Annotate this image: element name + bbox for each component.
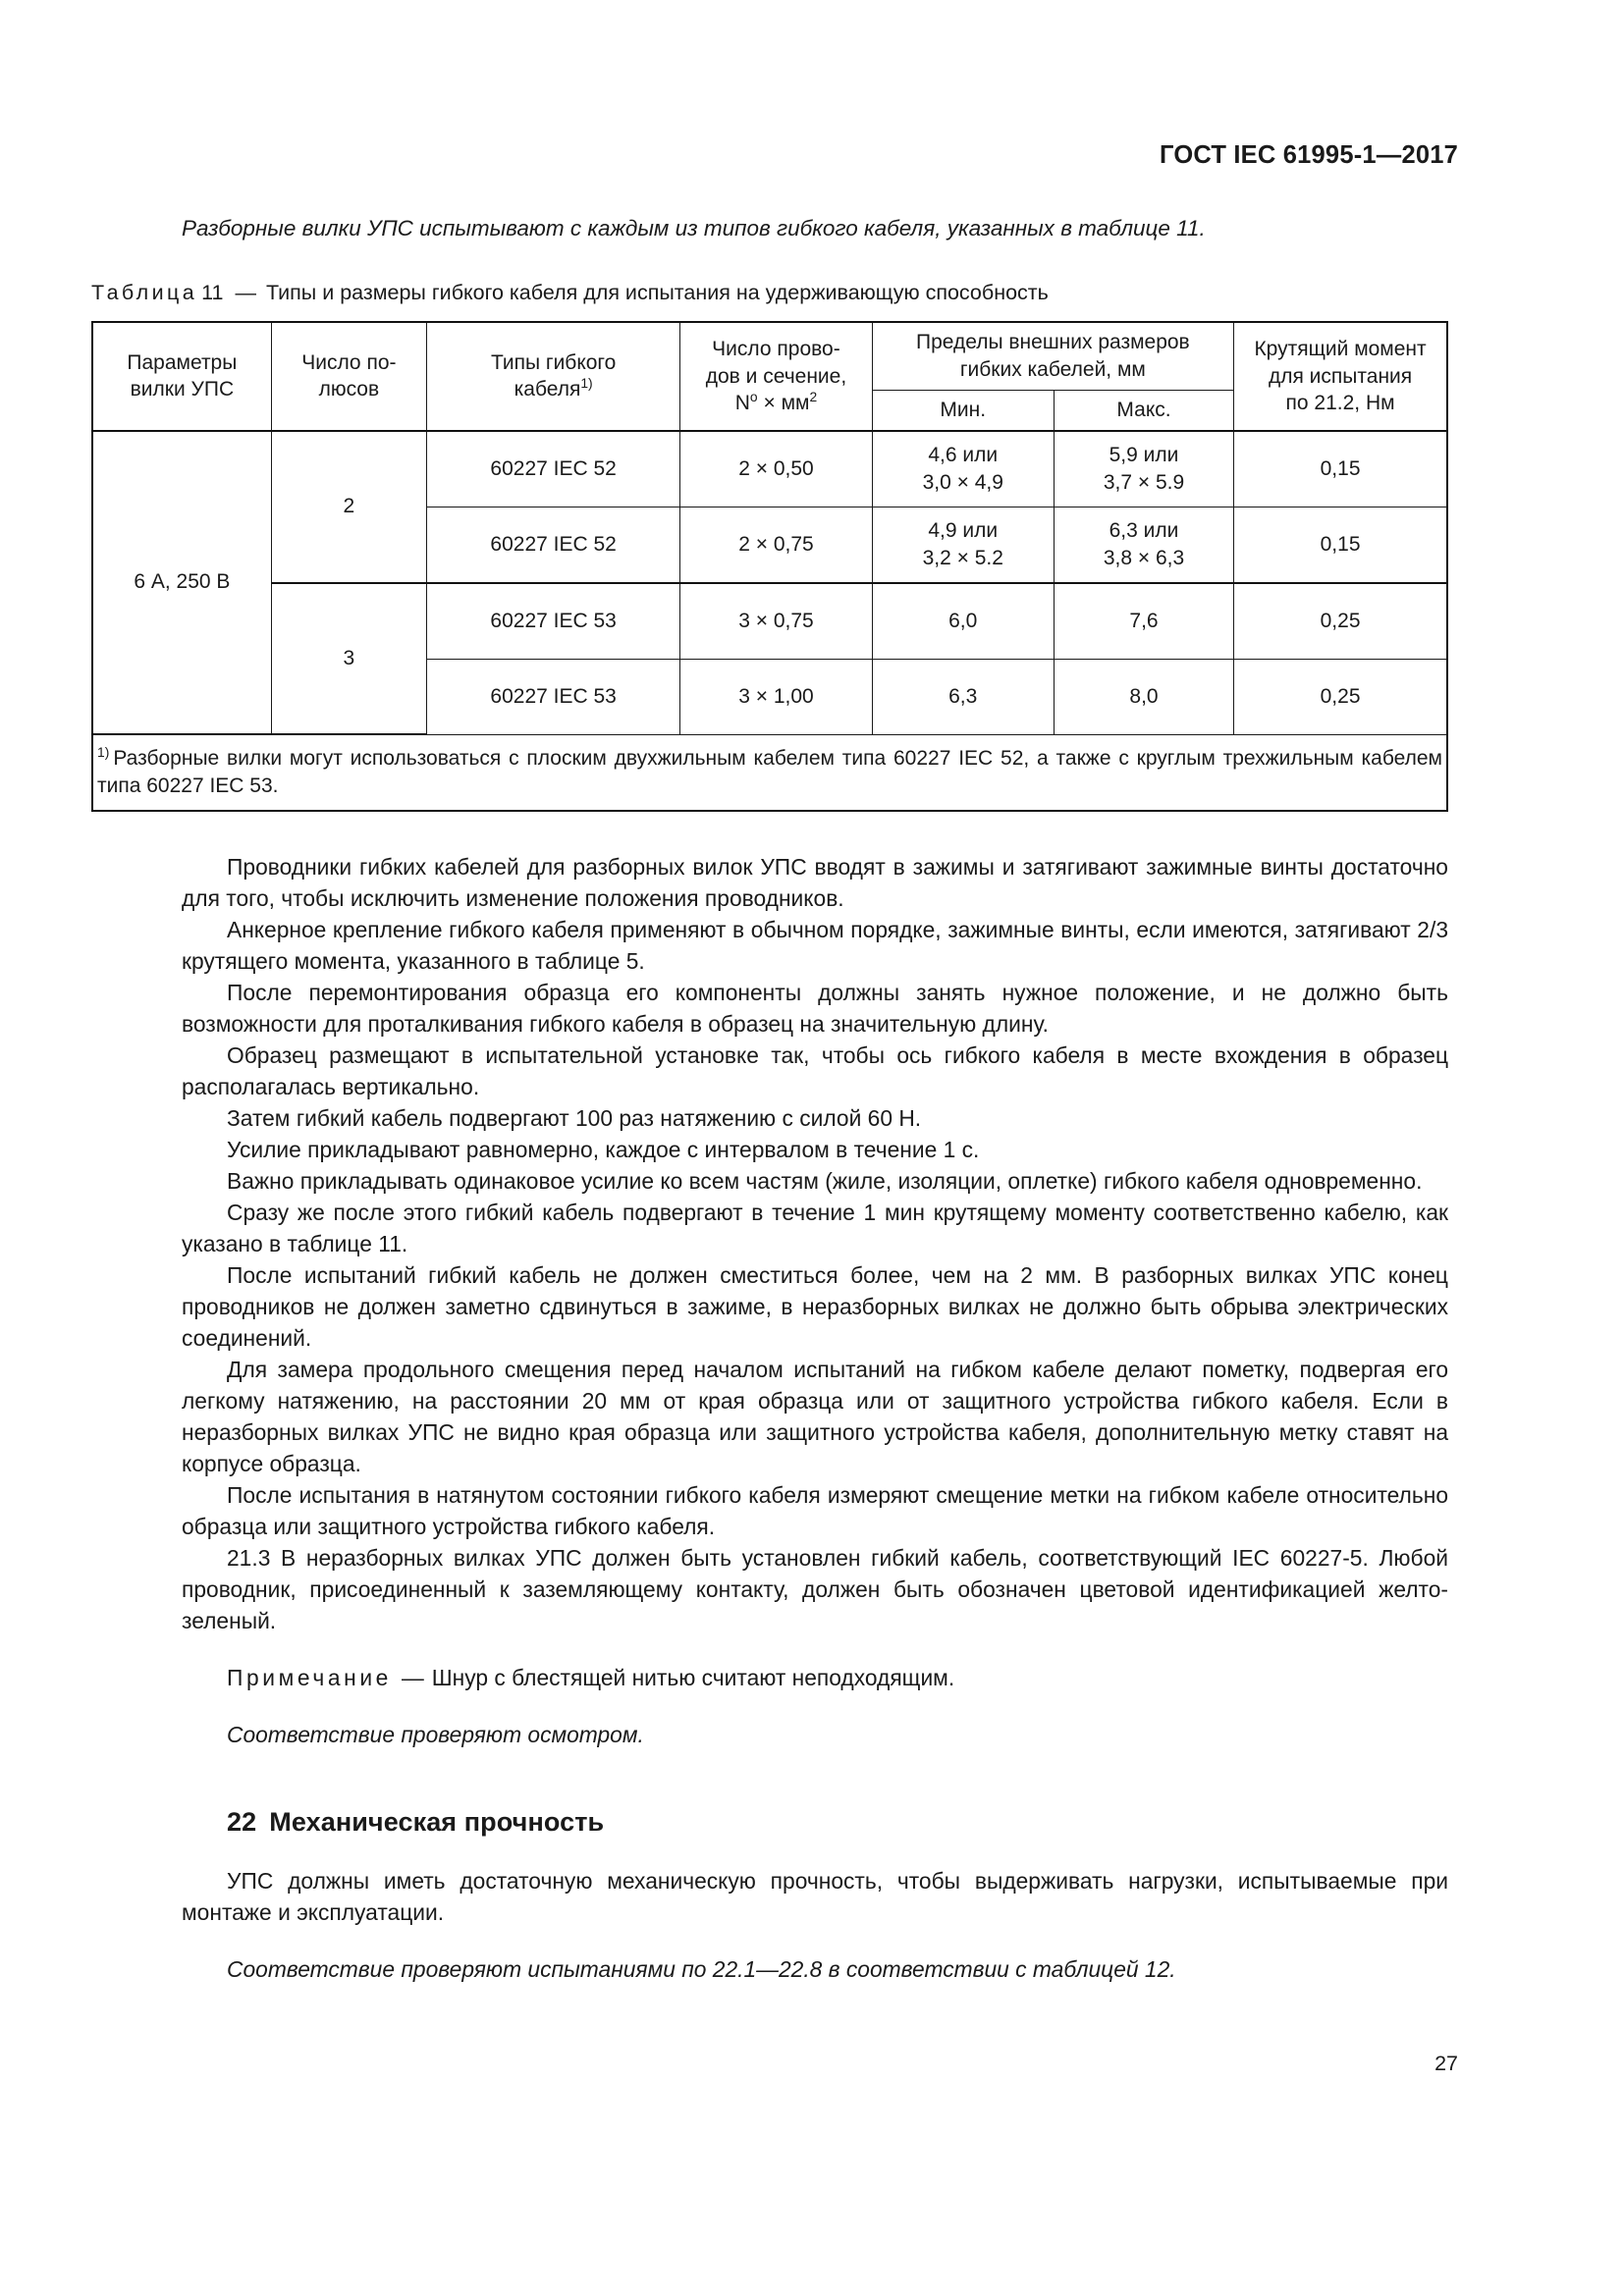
- th-outer-dimension-limits: Пределы внешних размеров гибких кабелей, мм: [872, 322, 1234, 390]
- body-text: [182, 851, 1448, 1985]
- note-dash: —: [401, 1665, 424, 1691]
- th-cable-types: Типы гибкого кабеля$^{1)}$: [426, 322, 679, 430]
- conformity-statement-1: Соответствие проверяют осмотром.: [227, 1722, 644, 1748]
- cell-min: 6,0: [872, 583, 1054, 660]
- section-number: 22: [227, 1807, 257, 1838]
- paragraph-anchorage: Анкерное крепление гибкого кабеля применяют в обычном порядке, зажимные винты, если имеются, затягивают 2/3 крутящего момента, указанного в таблице 5.: [182, 917, 1448, 975]
- table-11: [91, 321, 1448, 812]
- paragraph-reassembly: После перемонтирования образца его компоненты должны занять нужное положение, и не должно быть возможности для проталкивания гибкого кабеля в образец на значительную длину.: [182, 980, 1448, 1038]
- table-row: [92, 431, 1447, 507]
- cell-cable-type: 60227 IEC 52: [426, 431, 679, 507]
- th-max: Макс.: [1054, 390, 1233, 430]
- paragraph-torque-1min: Сразу же после этого гибкий кабель подвергают в течение 1 мин крутящему моменту соответственно кабелю, как указано в таблице 11.: [182, 1200, 1448, 1257]
- conformity-statement-2: Соответствие проверяют испытаниями по 22.1—22.8 в соответствии с таблицей 12.: [227, 1956, 1176, 1983]
- section-title-text: Механическая прочность: [269, 1807, 605, 1838]
- paragraph-pull-100-times: Затем гибкий кабель подвергают 100 раз натяжению с силой 60 Н.: [227, 1105, 922, 1132]
- th-test-torque: Крутящий момент для испытания по 21.2, Нм: [1234, 322, 1447, 430]
- table-caption-dash: —: [235, 281, 256, 305]
- table-caption-title: Типы и размеры гибкого кабеля для испытания на удерживающую способность: [265, 281, 1049, 305]
- table-11-wrapper: [91, 321, 1448, 812]
- paragraph-equal-force: Важно прикладывать одинаковое усилие ко всем частям (жиле, изоляции, оплетке) гибкого кабеля одновременно.: [227, 1168, 1423, 1195]
- note-text: Шнур с блестящей нитью считают неподходящим.: [431, 1665, 955, 1691]
- cell-plug-parameters: 6 А, 250 В: [92, 431, 271, 735]
- cell-torque: 0,15: [1234, 431, 1447, 507]
- cell-conductors: 2 × 0,50: [680, 431, 872, 507]
- table-caption: [91, 281, 1448, 305]
- cell-cable-type: 60227 IEC 53: [426, 659, 679, 734]
- cell-max: 7,6: [1054, 583, 1233, 660]
- table-footnote-row: [92, 734, 1447, 811]
- table-head-row-1: [92, 322, 1447, 390]
- paragraph-mechanical-strength: УПС должны иметь достаточную механическую прочность, чтобы выдерживать нагрузки, испытываемые при монтаже и эксплуатации.: [182, 1868, 1448, 1926]
- cell-conductors: 3 × 0,75: [680, 583, 872, 660]
- cell-max: 6,3 или 3,8 × 6,3: [1054, 507, 1233, 583]
- paragraph-force-interval: Усилие прикладывают равномерно, каждое с интервалом в течение 1 с.: [227, 1137, 980, 1163]
- cell-max: 5,9 или 3,7 × 5.9: [1054, 431, 1233, 507]
- table-footnote-text: $^{1)}$ Разборные вилки могут использоваться с плоским двухжильным кабелем типа 60227 IEC 52, а также с круглым трехжильным кабелем типа 60227 IEC 53.: [97, 744, 1442, 798]
- footnote-marker-header: 1): [580, 375, 593, 392]
- note-paragraph: [182, 1662, 1448, 1693]
- table-body: [92, 431, 1447, 812]
- cell-min: 4,6 или 3,0 × 4,9: [872, 431, 1054, 507]
- cell-poles-3: 3: [271, 583, 426, 735]
- cell-torque: 0,25: [1234, 659, 1447, 734]
- note-label: Примечание: [227, 1665, 392, 1691]
- paragraph-measure-mark-shift: После испытания в натянутом состоянии гибкого кабеля измеряют смещение метки на гибком кабеле относительно образца или защитного устройства гибкого кабеля.: [182, 1482, 1448, 1540]
- table-head: [92, 322, 1447, 430]
- paragraph-conductors-clamps: Проводники гибких кабелей для разборных вилок УПС вводят в зажимы и затягивают зажимные винты достаточно для того, чтобы исключить изменение положения проводников.: [182, 854, 1448, 912]
- section-heading-22: [182, 1807, 1448, 1838]
- th-min: Мин.: [872, 390, 1054, 430]
- paragraph-clause-21-3: 21.3 В неразборных вилках УПС должен быть установлен гибкий кабель, соответствующий IEC 60227-5. Любой проводник, присоединенный к заземляющему контакту, должен быть обозначен цветовой идентификацией желто-зеленый.: [182, 1545, 1448, 1634]
- cell-torque: 0,15: [1234, 507, 1447, 583]
- running-header-standard-number: ГОСТ IEC 61995-1—2017: [1160, 141, 1458, 169]
- cell-cable-type: 60227 IEC 53: [426, 583, 679, 660]
- th-conductors-and-section: Число прово- дов и сечение, $N^o \times мм^2$: [680, 322, 872, 430]
- paragraph-specimen-placement: Образец размещают в испытательной установке так, чтобы ось гибкого кабеля в месте вхождения в образец располагалась вертикально.: [182, 1042, 1448, 1100]
- cell-min: 4,9 или 3,2 × 5.2: [872, 507, 1054, 583]
- cell-conductors: 2 × 0,75: [680, 507, 872, 583]
- lead-paragraph: Разборные вилки УПС испытывают с каждым из типов гибкого кабеля, указанных в таблице 11.: [182, 216, 1206, 240]
- cell-min: 6,3: [872, 659, 1054, 734]
- th-number-of-poles: Число по- люсов: [271, 322, 426, 430]
- table-row: [92, 583, 1447, 660]
- page-number: 27: [1434, 2052, 1458, 2075]
- table-caption-number: 11: [201, 281, 224, 305]
- th-plug-parameters: Параметры вилки УПС: [92, 322, 271, 430]
- cell-conductors: 3 × 1,00: [680, 659, 872, 734]
- paragraph-displacement-limit: После испытаний гибкий кабель не должен сместиться более, чем на 2 мм. В разборных вилках УПС конец проводников не должен заметно сдвинуться в зажиме, в неразборных вилках не должно быть обрыва электрических соединений.: [182, 1262, 1448, 1352]
- footnote-marker: 1): [97, 744, 110, 761]
- table-caption-label: Таблица: [91, 281, 198, 305]
- cell-torque: 0,25: [1234, 583, 1447, 660]
- table-footnote-cell: [92, 734, 1447, 811]
- cell-cable-type: 60227 IEC 52: [426, 507, 679, 583]
- cell-poles-2: 2: [271, 431, 426, 583]
- cell-max: 8,0: [1054, 659, 1233, 734]
- page-content: [91, 214, 1448, 1986]
- paragraph-marking-20mm: Для замера продольного смещения перед началом испытаний на гибком кабеле делают пометку, подвергая его легкому натяжению, на расстоянии 20 мм от края образца или от защитного устройства гибкого кабеля. Если в неразборных вилках УПС не видно края образца или защитного устройства кабеля, дополнительную метку ставят на корпусе образца.: [182, 1357, 1448, 1477]
